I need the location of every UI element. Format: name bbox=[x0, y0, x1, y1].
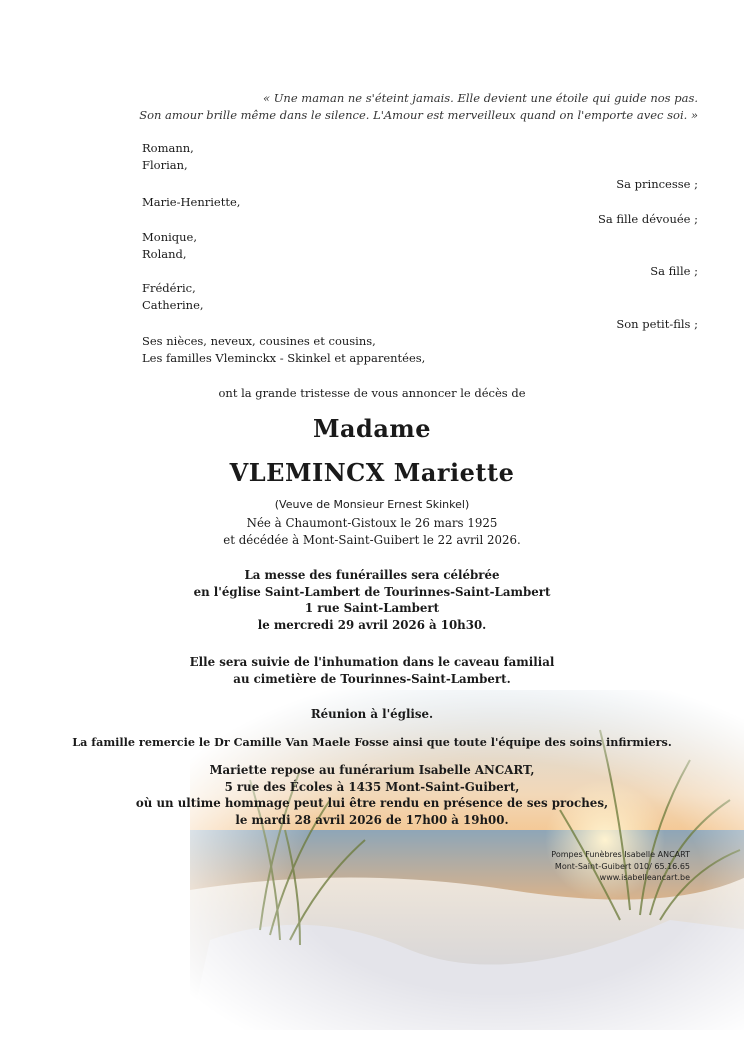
family-member: Ses nièces, neveux, cousines et cousins, bbox=[142, 334, 376, 348]
family-member: Marie-Henriette, bbox=[142, 195, 241, 209]
funeral-line: en l'église Saint-Lambert de Tourinnes-Saint-Lambert bbox=[193, 584, 551, 599]
family-member: Frédéric, bbox=[142, 281, 196, 295]
funeral-info bbox=[0, 567, 744, 633]
credit-line: Mont-Saint-Guibert 010/ 65.16.65 bbox=[554, 861, 690, 871]
birth-line: Née à Chaumont-Gistoux le 26 mars 1925 bbox=[246, 516, 498, 530]
family-label-2: Sa fille dévouée ; bbox=[597, 212, 698, 226]
deceased-title: Madame bbox=[312, 414, 432, 443]
quote-line: Son amour brille même dans le silence. L'Amour est merveilleux quand on l'emporte avec soi. » bbox=[139, 108, 698, 122]
family-group-4 bbox=[142, 280, 204, 313]
family-label-3: Sa fille ; bbox=[650, 264, 698, 278]
widow-note: (Veuve de Monsieur Ernest Skinkel) bbox=[274, 498, 470, 511]
death-line: et décédée à Mont-Saint-Guibert le 22 avril 2026. bbox=[223, 532, 521, 547]
viewing-line: 5 rue des Écoles à 1435 Mont-Saint-Guibert, bbox=[224, 779, 520, 794]
credit-website[interactable]: www.isabelleancart.be bbox=[599, 873, 690, 882]
family-member: Les familles Vleminckx - Skinkel et apparentées, bbox=[142, 350, 426, 365]
burial-line: au cimetière de Tourinnes-Saint-Lambert. bbox=[233, 671, 511, 686]
viewing-line: Mariette repose au funérarium Isabelle ANCART, bbox=[209, 763, 535, 777]
viewing-line: le mardi 28 avril 2026 de 17h00 à 19h00. bbox=[235, 812, 509, 827]
opening-quote bbox=[98, 90, 698, 124]
family-group-5 bbox=[142, 333, 425, 366]
quote-line: « Une maman ne s'éteint jamais. Elle devient une étoile qui guide nos pas. bbox=[263, 91, 698, 105]
burial-line: Elle sera suivie de l'inhumation dans le caveau familial bbox=[189, 655, 555, 669]
thanks-text: La famille remercie le Dr Camille Van Maele Fosse ainsi que toute l'équipe des soins infirmiers. bbox=[72, 735, 672, 749]
announcement-text: ont la grande tristesse de vous annoncer le décès de bbox=[218, 386, 526, 400]
funeral-line: 1 rue Saint-Lambert bbox=[304, 601, 440, 615]
viewing-info bbox=[0, 762, 744, 828]
funeral-line: le mercredi 29 avril 2026 à 10h30. bbox=[257, 617, 487, 632]
credit-line: Pompes Funèbres Isabelle ANCART bbox=[551, 850, 690, 859]
funeral-line: La messe des funérailles sera célébrée bbox=[244, 568, 500, 582]
family-group-1 bbox=[142, 140, 194, 173]
family-group-2 bbox=[142, 194, 240, 211]
family-label-4: Son petit-fils ; bbox=[616, 317, 698, 331]
family-member: Roland, bbox=[142, 246, 187, 261]
family-group-3 bbox=[142, 229, 197, 262]
birth-death-info bbox=[0, 515, 744, 548]
family-member: Romann, bbox=[142, 141, 194, 155]
family-member: Catherine, bbox=[142, 297, 204, 312]
funeral-home-credit bbox=[551, 849, 690, 884]
burial-info bbox=[0, 654, 744, 687]
family-member: Florian, bbox=[142, 157, 188, 172]
deceased-name: VLEMINCX Mariette bbox=[229, 458, 515, 487]
viewing-line: où un ultime hommage peut lui être rendu en présence de ses proches, bbox=[135, 796, 609, 810]
family-member: Monique, bbox=[142, 230, 198, 244]
meeting-info: Réunion à l'église. bbox=[310, 707, 434, 721]
family-label-1: Sa princesse ; bbox=[616, 177, 698, 191]
